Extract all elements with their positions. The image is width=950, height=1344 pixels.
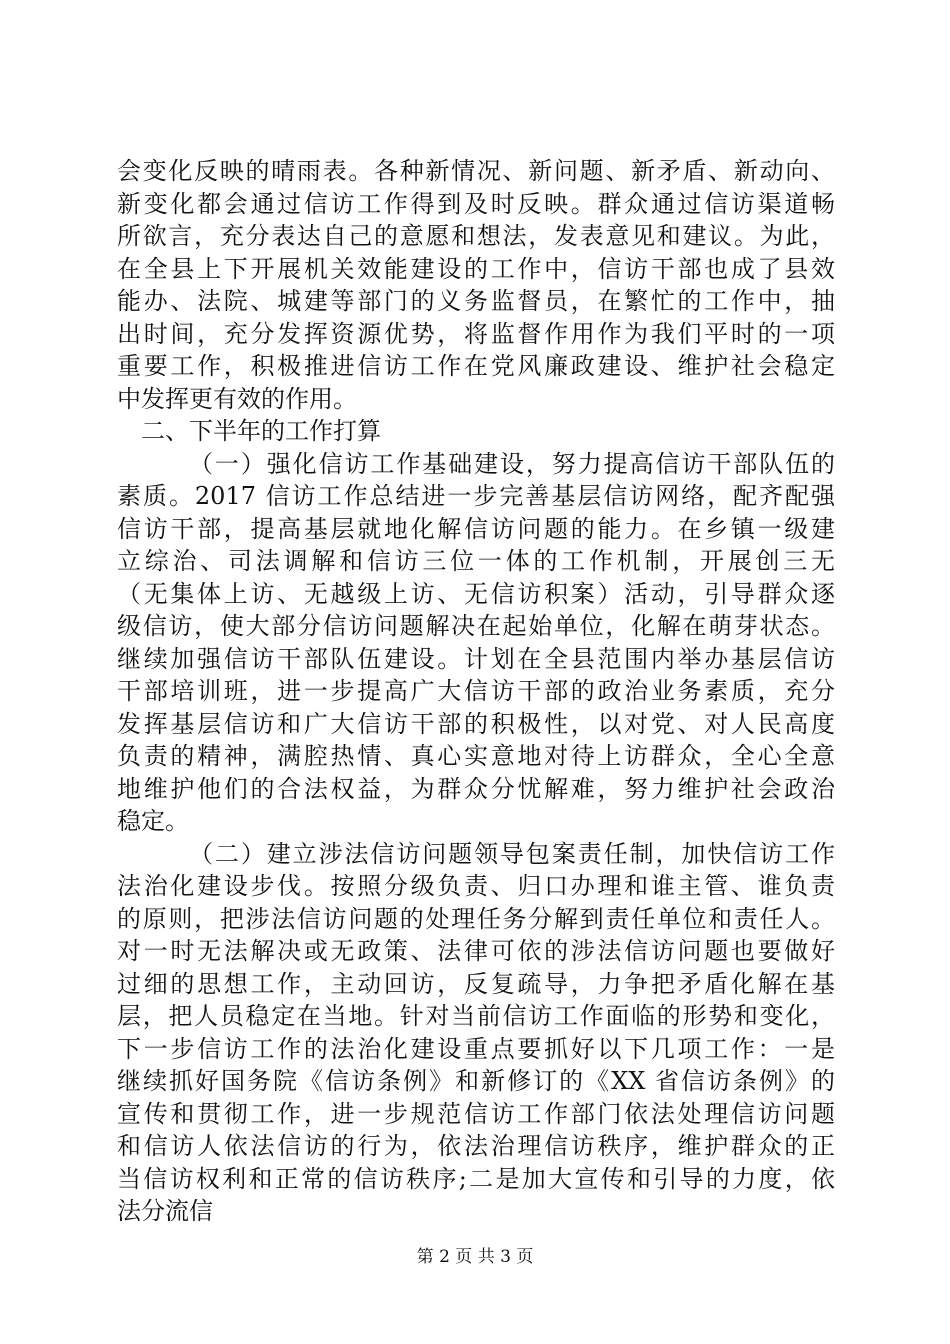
text-line: 地维护他们的合法权益，为群众分忧解难，努力维护社会政治 — [117, 774, 835, 803]
page-number-footer: 第 2 页 共 3 页 — [416, 1247, 534, 1267]
text-line: （无集体上访、无越级上访、无信访积案）活动，引导群众逐 — [117, 579, 835, 608]
text-line: 新变化都会通过信访工作得到及时反映。群众通过信访渠道畅 — [117, 189, 835, 218]
section-heading: 二、下半年的工作打算 — [141, 417, 381, 445]
text-line: 会变化反映的晴雨表。各种新情况、新问题、新矛盾、新动向、 — [117, 157, 835, 185]
text-line: 立综治、司法调解和信访三位一体的工作机制，开展创三无 — [117, 547, 835, 575]
text-line: 当信访权利和正常的信访秩序;二是加大宣传和引导的力度，依 — [117, 1164, 835, 1193]
text-line: 稳定。 — [117, 807, 189, 835]
text-line: 发挥基层信访和广大信访干部的积极性，以对党、对人民高度 — [117, 709, 835, 738]
document-body — [117, 155, 835, 1228]
text-line: 能办、法院、城建等部门的义务监督员，在繁忙的工作中，抽 — [117, 287, 835, 315]
text-line: 在全县上下开展机关效能建设的工作中，信访干部也成了县效 — [117, 254, 835, 283]
text-line: 法分流信 — [117, 1197, 213, 1225]
text-line: 继续抓好国务院《信访条例》和新修订的《XX 省信访条例》的 — [117, 1067, 835, 1095]
text-line: 素质。2017 信访工作总结进一步完善基层信访网络，配齐配强 — [117, 482, 835, 510]
text-line: 对一时无法解决或无政策、法律可依的涉法信访问题也要做好 — [117, 937, 835, 965]
text-line: 出时间，充分发挥资源优势，将监督作用作为我们平时的一项 — [117, 319, 835, 348]
text-line: 负责的精神，满腔热情、真心实意地对待上访群众，全心全意 — [117, 742, 835, 770]
text-line: 中发挥更有效的作用。 — [117, 384, 357, 413]
text-line: 级信访，使大部分信访问题解决在起始单位，化解在萌芽状态。 — [117, 612, 835, 640]
paragraph-start-line: （二）建立涉法信访问题领导包案责任制，加快信访工作 — [189, 839, 835, 868]
text-line: 过细的思想工作，主动回访，反复疏导，力争把矛盾化解在基 — [117, 969, 835, 998]
text-line: 所欲言，充分表达自己的意愿和想法，发表意见和建议。为此， — [117, 222, 835, 250]
paragraph-start-line: （一）强化信访工作基础建设，努力提高信访干部队伍的 — [189, 449, 835, 478]
text-line: 层，把人员稳定在当地。针对当前信访工作面临的形势和变化， — [117, 1002, 835, 1030]
text-line: 宣传和贯彻工作，进一步规范信访工作部门依法处理信访问题 — [117, 1099, 835, 1128]
text-line: 继续加强信访干部队伍建设。计划在全县范围内举办基层信访 — [117, 644, 835, 673]
text-line: 下一步信访工作的法治化建设重点要抓好以下几项工作：一是 — [117, 1034, 835, 1063]
text-line: 信访干部，提高基层就地化解信访问题的能力。在乡镇一级建 — [117, 514, 835, 543]
text-line: 法治化建设步伐。按照分级负责、归口办理和谁主管、谁负责 — [117, 872, 835, 900]
text-line: 和信访人依法信访的行为，依法治理信访秩序，维护群众的正 — [117, 1132, 835, 1160]
text-line: 干部培训班，进一步提高广大信访干部的政治业务素质，充分 — [117, 677, 835, 705]
text-line: 的原则，把涉法信访问题的处理任务分解到责任单位和责任人。 — [117, 904, 835, 933]
text-line: 重要工作，积极推进信访工作在党风廉政建设、维护社会稳定 — [117, 352, 835, 380]
